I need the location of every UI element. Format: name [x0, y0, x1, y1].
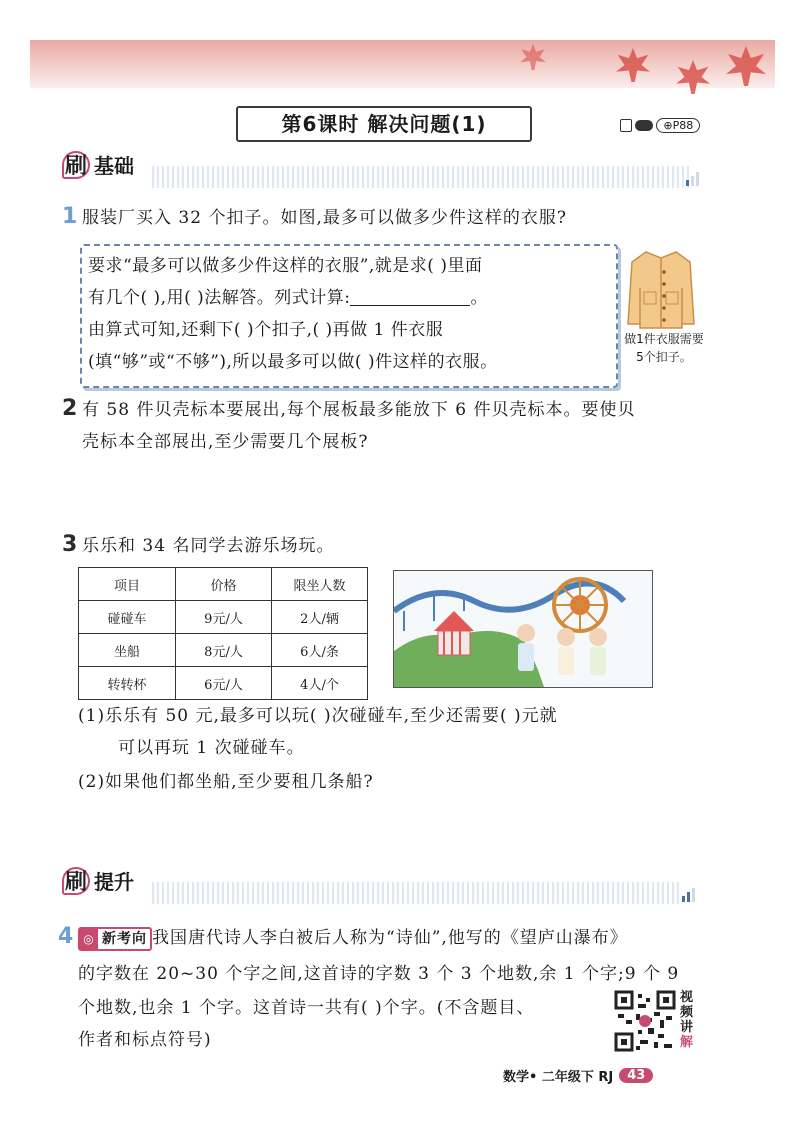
table-cell: 6元/人: [176, 667, 272, 700]
lesson-title: 第6课时 解决问题(1): [236, 106, 532, 142]
jacket-image: [626, 248, 696, 332]
target-icon: ◎: [80, 929, 98, 949]
question-text: 服装厂买入 32 个扣子。如图,最多可以做多少件这样的衣服?: [82, 208, 567, 228]
amusement-park-image: [393, 570, 653, 688]
section-divider: [152, 166, 692, 188]
footer-label: 数学• 二年级下 RJ: [503, 1070, 614, 1085]
page-footer: [503, 1066, 653, 1085]
top-banner: [30, 40, 775, 88]
table-cell: 2人/辆: [272, 601, 368, 634]
table-cell: 转转杯: [79, 667, 176, 700]
sub-question: (2)如果他们都坐船,至少要租几条船?: [78, 772, 374, 792]
video-char: 视: [680, 990, 694, 1005]
table-row: [79, 634, 368, 667]
question-text: 的字数在 20~30 个字之间,这首诗的字数 3 个 3 个地数,余 1 个字;9 个 9: [78, 964, 680, 984]
level-bars-icon: [682, 888, 695, 902]
sub-question: 可以再玩 1 次碰碰车。: [118, 738, 305, 758]
shua-icon: 刷: [62, 867, 90, 895]
answer-blank[interactable]: [350, 291, 470, 306]
section-label: 基础: [94, 154, 134, 178]
table-header: 限坐人数: [272, 568, 368, 601]
question-text: 我国唐代诗人李白被后人称为“诗仙”,他写的《望庐山瀑布》: [152, 928, 628, 948]
video-char: 讲: [680, 1020, 694, 1035]
shua-icon: 刷: [62, 151, 90, 179]
table-cell: 碰碰车: [79, 601, 176, 634]
section-label: 提升: [94, 870, 134, 894]
hint-line-end: 。: [470, 288, 488, 308]
table-cell: 6人/条: [272, 634, 368, 667]
qr-code-icon[interactable]: [614, 990, 676, 1052]
ref-page: ⊕P88: [656, 118, 700, 133]
question-number: 4: [58, 924, 74, 949]
hint-line[interactable]: [88, 282, 488, 314]
table-header-row: [79, 568, 368, 601]
question-text: 壳标本全部展出,至少需要几个展板?: [82, 432, 369, 452]
question-text: 作者和标点符号): [78, 1030, 212, 1050]
hint-line[interactable]: 要求“最多可以做多少件这样的衣服”,就是求( )里面: [88, 256, 483, 276]
section-advanced-header: [62, 866, 134, 895]
question-number: 3: [62, 532, 78, 557]
hint-line[interactable]: 由算式可知,还剩下( )个扣子,( )再做 1 件衣服: [88, 320, 444, 340]
new-trend-badge: [78, 927, 152, 951]
hint-line[interactable]: (填“够”或“不够”),所以最多可以做( )件这样的衣服。: [88, 352, 498, 372]
table-header: 价格: [176, 568, 272, 601]
table-row: [79, 667, 368, 700]
sub-question[interactable]: (1)乐乐有 50 元,最多可以玩( )次碰碰车,至少还需要( )元就: [78, 706, 558, 726]
table-cell: 4人/个: [272, 667, 368, 700]
question-line: [78, 922, 628, 954]
question-number: 1: [62, 204, 78, 229]
textbook-reference[interactable]: [620, 117, 700, 133]
level-bars-icon: [686, 172, 699, 186]
table-cell: 9元/人: [176, 601, 272, 634]
question-text: 有 58 件贝壳标本要展出,每个展板最多能放下 6 件贝壳标本。要使贝: [82, 400, 636, 420]
table-header: 项目: [79, 568, 176, 601]
table-cell: 8元/人: [176, 634, 272, 667]
image-caption: 做1件衣服需要5个扣子。: [624, 332, 704, 364]
hint-line-text: 有几个( ),用( )法解答。列式计算:: [88, 288, 351, 308]
table-row: [79, 601, 368, 634]
section-basic-header: [62, 150, 134, 179]
price-table: [78, 567, 368, 700]
question-number: 2: [62, 396, 78, 421]
ref-pill: [635, 120, 653, 131]
book-icon: [620, 119, 632, 132]
video-char: 频: [680, 1005, 694, 1020]
video-explain-label[interactable]: [680, 990, 696, 1050]
page-number: 43: [619, 1068, 653, 1083]
question-text[interactable]: 个地数,也余 1 个字。这首诗一共有( )个字。(不含题目、: [78, 998, 535, 1018]
section-divider: [152, 882, 682, 904]
badge-label: 新考向: [102, 930, 147, 947]
video-char: 解: [680, 1035, 694, 1050]
table-cell: 坐船: [79, 634, 176, 667]
question-text: 乐乐和 34 名同学去游乐场玩。: [82, 536, 335, 556]
